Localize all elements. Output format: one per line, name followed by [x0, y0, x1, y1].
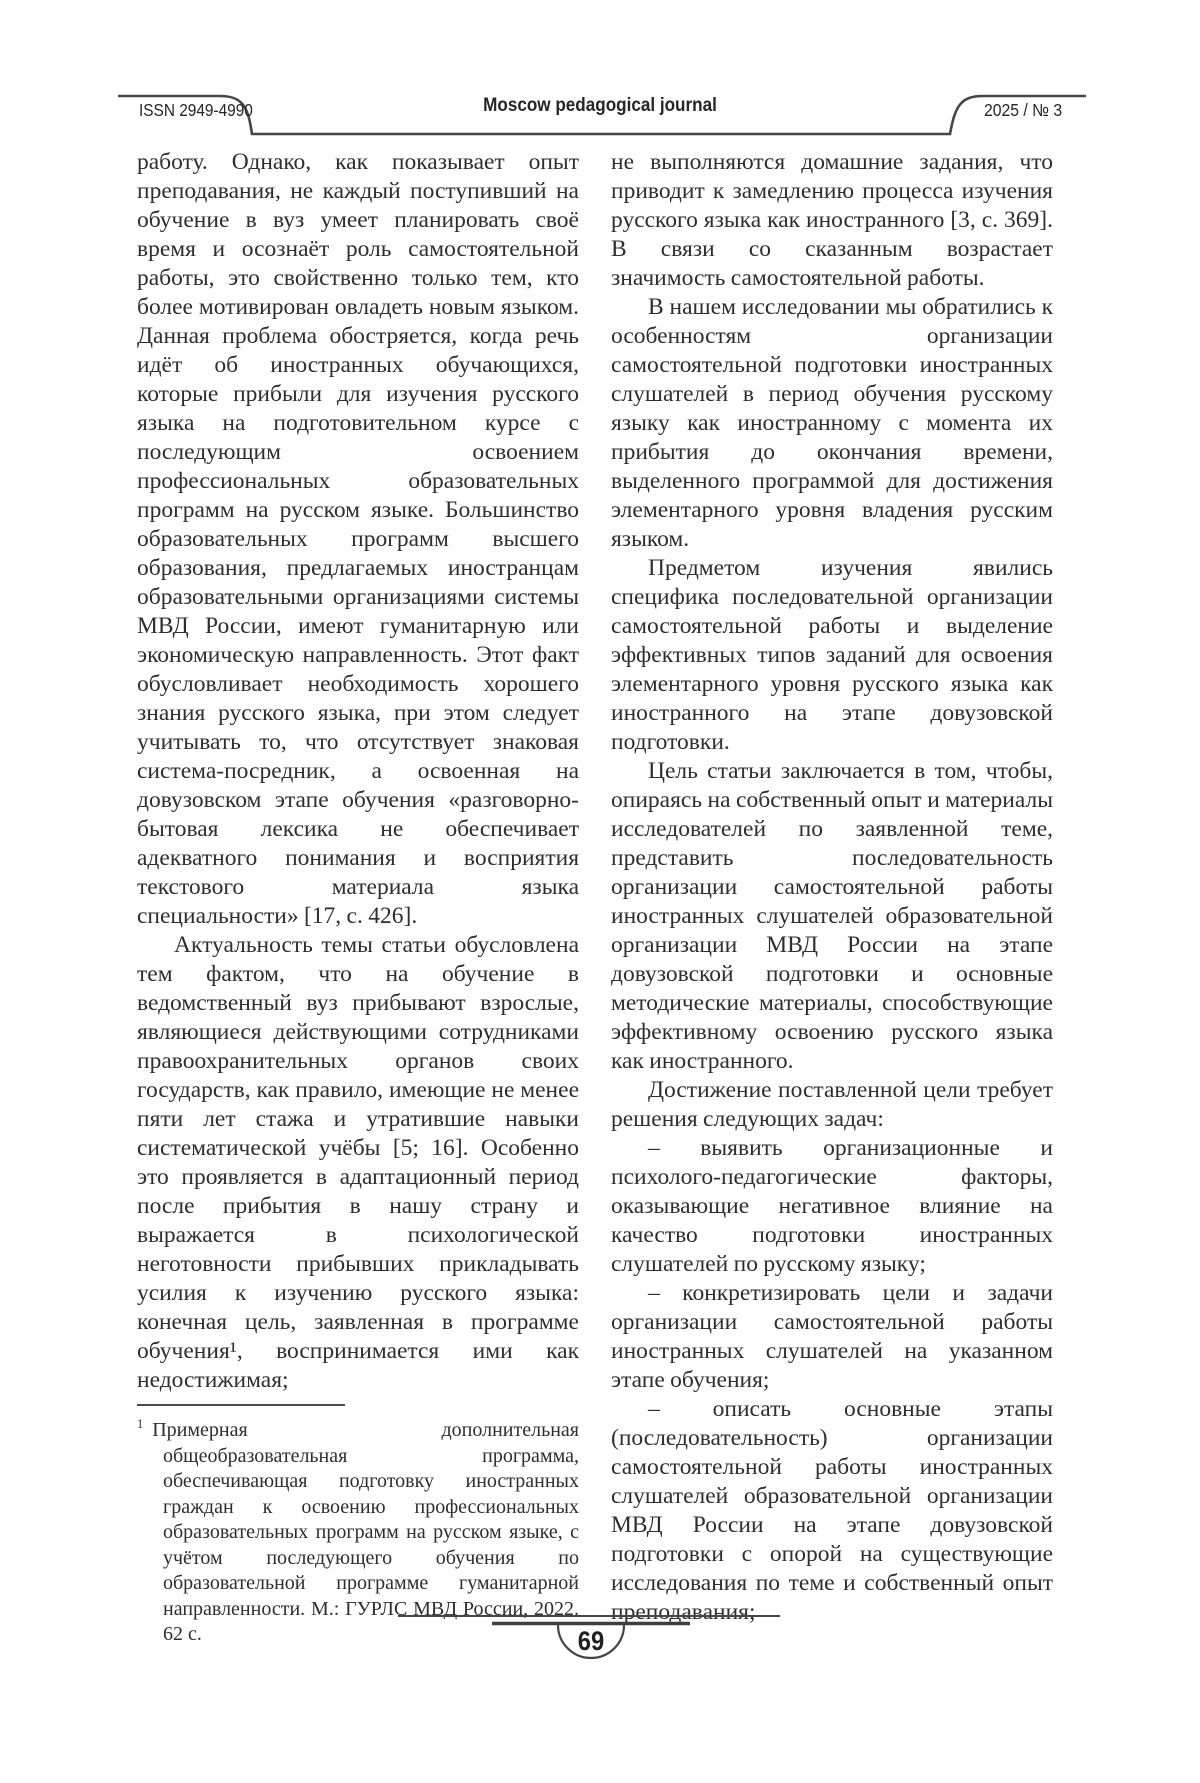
footnote-rule	[137, 1404, 345, 1406]
paragraph: Цель статьи заключается в том, чтобы, опираясь на собственный опыт и материалы исследователей по заявленной теме, представить последовательность организации самостоятельной работы иностранных слушателей образовательной организации МВД России на этапе довузовской подготовки и основные методические материалы, способствующие эффективному освоению русского языка как иностранного.	[611, 758, 1053, 1074]
page-number: 69	[577, 1626, 605, 1656]
footnote-marker: 1	[137, 1417, 144, 1432]
paragraph: Достижение поставленной цели требует решения следующих задач:	[611, 1077, 1053, 1132]
paragraph: В нашем исследовании мы обратились к особенностям организации самостоятельной подготовки иностранных слушателей в период обучения русскому языку как иностранному с момента их прибытия до окончания времени, выделенного программой для достижения элементарного уровня владения русским языком.	[611, 294, 1053, 552]
right-column	[611, 148, 1053, 1628]
paragraph: – описать основные этапы (последовательность) организации самостоятельной работы иностранных слушателей образовательной организации МВД России на этапе довузовской подготовки с опорой на существующие исследования по теме и собственный опыт преподавания;	[611, 1396, 1053, 1625]
footnote-text: $^1$ Примерная дополнительная общеобразовательная программа, обеспечивающая подготовку иностранных граждан к освоению профессиональных образовательных программ на русском языке, с учётом последующего обучения по образовательной программе гуманитарной направленности. М.: ГУРЛС МВД России, 2022. 62 с.	[137, 1417, 579, 1645]
header-rule	[0, 0, 1200, 150]
paragraph: – конкретизировать цели и задачи организации самостоятельной работы иностранных слушателей на указанном этапе обучения;	[611, 1280, 1053, 1393]
issn-label: ISSN 2949-4990	[139, 100, 253, 120]
paragraph: – выявить организационные и психолого-педагогические факторы, оказывающие негативное влияние на качество подготовки иностранных слушателей по русскому языку;	[611, 1135, 1053, 1277]
issue-label: 2025 / № 3	[984, 100, 1063, 120]
paragraph: работу. Однако, как показывает опыт преподавания, не каждый поступивший на обучение в вуз умеет планировать своё время и осознаёт роль самостоятельной работы, это свойственно только тем, кто более мотивирован овладеть новым языком. Данная проблема обостряется, когда речь идёт об иностранных обучающихся, которые прибыли для изучения русского языка на подготовительном курсе с последующим освоением профессиональных образовательных программ на русском языке. Большинство образовательных программ высшего образования, предлагаемых иностранцам образовательными организациями системы МВД России, имеют гуманитарную или экономическую направленность. Этот факт обусловливает необходимость хорошего знания русского языка, при этом следует учитывать то, что отсутствует знаковая система-посредник, а освоенная на довузовском этапе обучения «разговорно-бытовая лексика не обеспечивает адекватного понимания и восприятия текстового материала языка специальности» [17, с. 426].	[137, 149, 579, 929]
paragraph: не выполняются домашние задания, что приводит к замедлению процесса изучения русского языка как иностранного [3, с. 369]. В связи со сказанным возрастает значимость самостоятельной работы.	[611, 149, 1053, 291]
paragraph: Предметом изучения явились специфика последовательной организации самостоятельной работы и выделение эффективных типов заданий для освоения элементарного уровня русского языка как иностранного на этапе довузовской подготовки.	[611, 555, 1053, 755]
paragraph: Актуальность темы статьи обусловлена тем фактом, что на обучение в ведомственный вуз прибывают взрослые, являющиеся действующими сотрудниками правоохранительных органов своих государств, как правило, имеющие не менее пяти лет стажа и утратившие навыки систематической учёбы [5; 16]. Особенно это проявляется в адаптационный период после прибытия в нашу страну и выражается в психологической неготовности прибывших прикладывать усилия к изучению русского языка: конечная цель, заявленная в программе обучения¹, воспринимается ими как недостижимая;	[137, 932, 579, 1393]
journal-title: Moscow pedagogical journal	[483, 95, 717, 116]
